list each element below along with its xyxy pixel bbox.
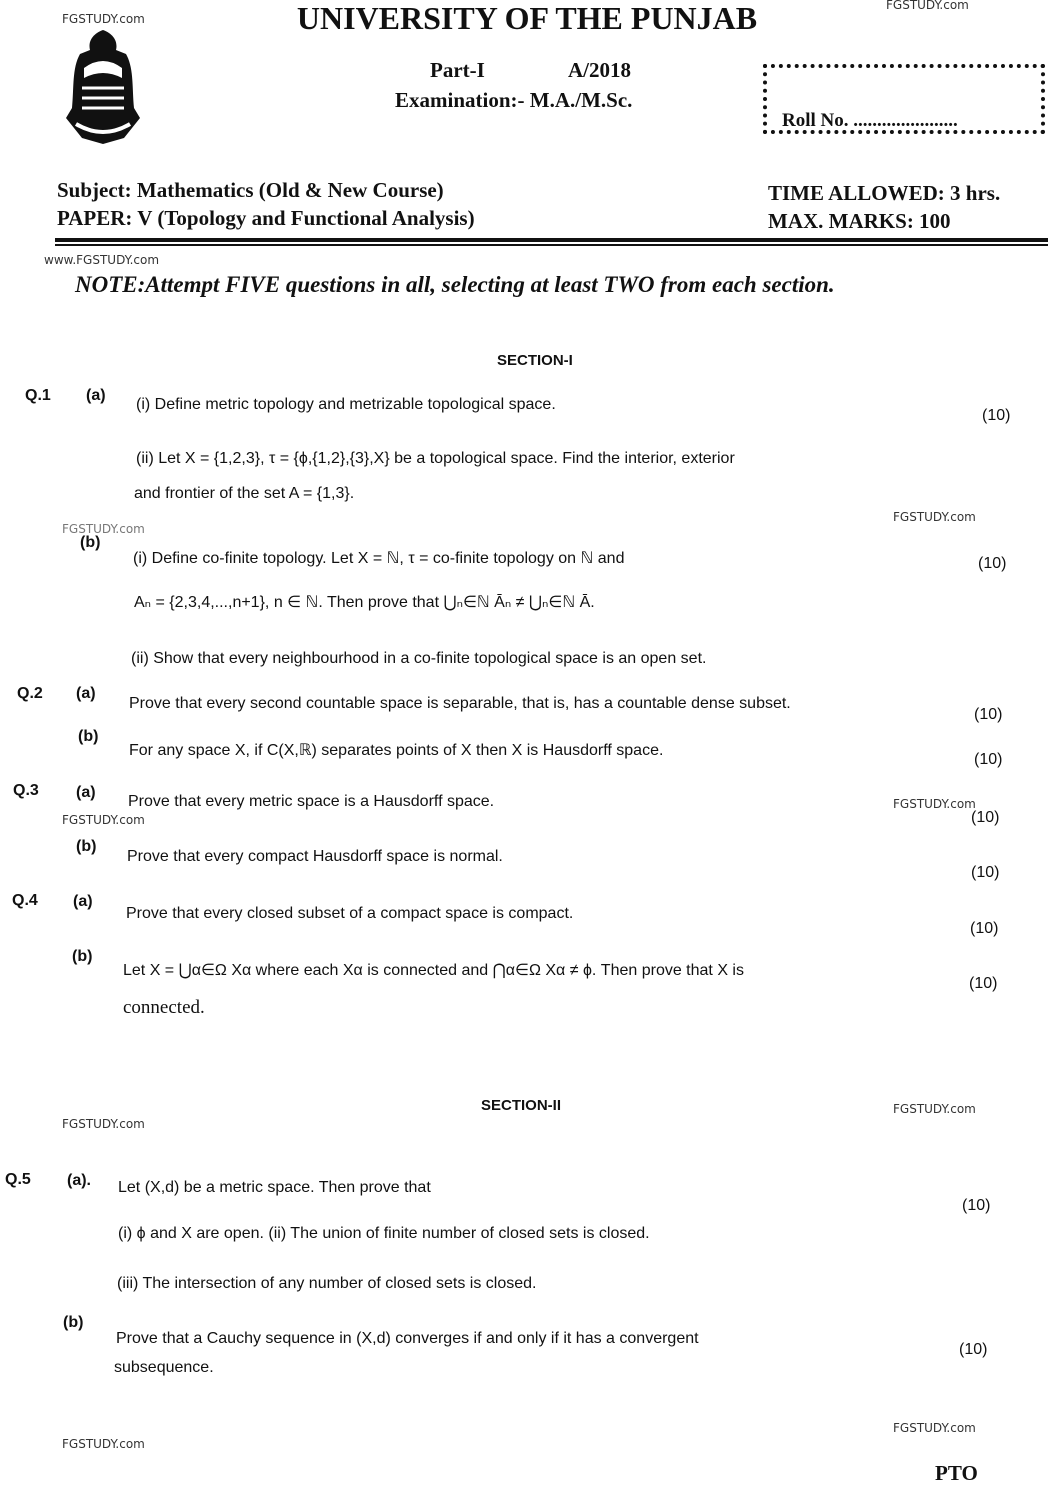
part-label: (a) — [73, 893, 93, 910]
question-text: Prove that every metric space is a Hausdorff space. — [128, 793, 495, 810]
question-number: Q.5 — [5, 1171, 31, 1188]
question-text: Let X = ⋃α∈Ω Xα where each Xα is connected and ⋂α∈Ω Xα ≠ ϕ. Then prove that X is — [123, 962, 744, 979]
section-heading: SECTION-II — [481, 1097, 562, 1114]
part-label: (a). — [67, 1172, 91, 1189]
question-number: Q.1 — [25, 387, 51, 404]
marks: (10) — [978, 555, 1007, 572]
question-number: Q.3 — [13, 782, 39, 799]
part-label: (b) — [72, 948, 93, 965]
marks: (10) — [969, 975, 998, 992]
section-heading: SECTION-I — [497, 352, 573, 369]
question-text: Prove that every compact Hausdorff space is normal. — [127, 848, 503, 865]
paper: PAPER: V (Topology and Functional Analysis) — [57, 206, 475, 230]
marks: (10) — [974, 706, 1003, 723]
watermark: FGSTUDY.com — [893, 1102, 976, 1116]
marks: (10) — [962, 1197, 991, 1214]
subject: Subject: Mathematics (Old & New Course) — [57, 178, 444, 202]
watermark: FGSTUDY.com — [62, 813, 145, 827]
marks: (10) — [970, 920, 999, 937]
watermark: FGSTUDY.com — [62, 522, 145, 536]
university-crest-logo — [62, 28, 144, 146]
part-label: (a) — [76, 685, 96, 702]
question-number: Q.2 — [17, 685, 43, 702]
watermark: www.FGSTUDY.com — [44, 253, 160, 267]
question-text: (i) ϕ and X are open. (ii) The union of finite number of closed sets is closed. — [118, 1225, 650, 1242]
part-label: (a) — [76, 784, 96, 801]
watermark: FGSTUDY.com — [886, 0, 969, 12]
divider — [55, 238, 1048, 242]
question-text: Aₙ = {2,3,4,...,n+1}, n ∈ ℕ. Then prove that ⋃ₙ∈ℕ Āₙ ≠ ⋃ₙ∈ℕ Ā. — [134, 594, 595, 611]
question-text: (ii) Show that every neighbourhood in a co-finite topological space is an open set. — [131, 650, 707, 667]
part-label: (b) — [76, 838, 97, 855]
marks: (10) — [959, 1341, 988, 1358]
question-text: For any space X, if C(X,ℝ) separates points of X then X is Hausdorff space. — [129, 742, 664, 759]
question-text: Let (X,d) be a metric space. Then prove that — [118, 1179, 431, 1196]
watermark: FGSTUDY.com — [893, 797, 976, 811]
note: NOTE:Attempt FIVE questions in all, selecting at least TWO from each section. — [75, 272, 835, 297]
marks: (10) — [971, 864, 1000, 881]
question-text: connected. — [123, 997, 205, 1018]
time-allowed: TIME ALLOWED: 3 hrs. — [768, 181, 1001, 205]
part-label: (b) — [78, 728, 99, 745]
watermark: FGSTUDY.com — [62, 1437, 145, 1451]
question-text: (i) Define co-finite topology. Let X = ℕ, τ = co-finite topology on ℕ and — [133, 550, 625, 567]
divider — [55, 244, 1048, 246]
question-text: (ii) Let X = {1,2,3}, τ = {ϕ,{1,2},{3},X} be a topological space. Find the interior, exterior — [136, 450, 735, 467]
marks: (10) — [971, 809, 1000, 826]
roll-number-label: Roll No. ...................... — [782, 110, 958, 131]
part-label: (a) — [86, 387, 106, 404]
exam-part: Part-I — [430, 58, 485, 82]
marks: (10) — [974, 751, 1003, 768]
watermark: FGSTUDY.com — [893, 1421, 976, 1435]
question-text: (iii) The intersection of any number of closed sets is closed. — [117, 1275, 537, 1292]
part-label: (b) — [80, 534, 101, 551]
exam-name: Examination:- M.A./M.Sc. — [395, 88, 633, 112]
question-number: Q.4 — [12, 892, 38, 909]
please-turn-over: PTO — [935, 1461, 978, 1485]
question-text: Prove that every second countable space is separable, that is, has a countable dense subset. — [129, 695, 791, 712]
university-title: UNIVERSITY OF THE PUNJAB — [296, 0, 758, 36]
question-text: (i) Define metric topology and metrizable topological space. — [136, 396, 556, 413]
watermark: FGSTUDY.com — [62, 12, 145, 26]
watermark: FGSTUDY.com — [62, 1117, 145, 1131]
question-text: Prove that a Cauchy sequence in (X,d) converges if and only if it has a convergent — [116, 1330, 699, 1347]
question-text: and frontier of the set A = {1,3}. — [134, 485, 355, 502]
watermark: FGSTUDY.com — [893, 510, 976, 524]
marks: (10) — [982, 407, 1011, 424]
exam-session: A/2018 — [568, 58, 631, 82]
part-label: (b) — [63, 1314, 84, 1331]
question-text: Prove that every closed subset of a compact space is compact. — [126, 905, 574, 922]
max-marks: MAX. MARKS: 100 — [768, 209, 951, 233]
question-text: subsequence. — [114, 1359, 214, 1376]
